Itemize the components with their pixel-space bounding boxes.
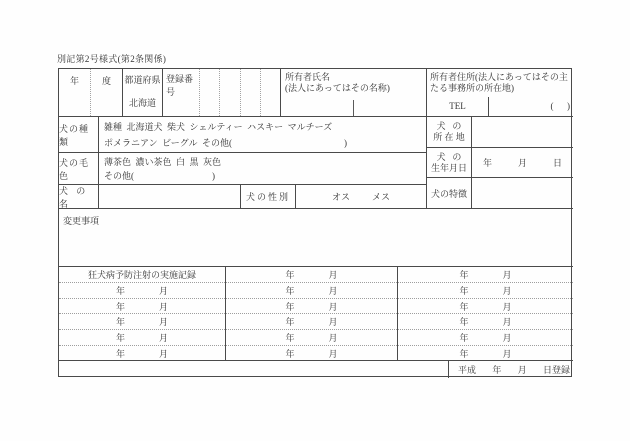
vaccination-year-label: 年 [285,269,295,280]
vaccination-month-label: 月 [502,333,512,344]
vaccination-record-cell [59,299,225,315]
vaccination-month-label: 月 [502,269,512,280]
year-label: 年 [69,76,79,86]
vaccination-year-label: 年 [115,333,125,344]
prefecture-value: 北海道 [128,98,156,108]
owner-address-label: 所有者住所(法人にあってはその主たる事務所の所在地) [430,72,568,93]
dog-birthdate-label [427,148,472,178]
vaccination-month-label: 月 [159,349,169,360]
vaccination-month-label: 月 [159,285,169,296]
registration-day-label: 日登録 [542,365,570,375]
birthdate-year-label: 年 [483,158,493,168]
registration-month-label: 月 [517,365,527,375]
footer-blank-cell [59,361,449,378]
vaccination-record-cell [398,267,573,283]
registration-number-box [260,69,280,116]
registration-number-box [240,69,260,116]
dog-sex-label: 犬の性別 [241,185,296,209]
vaccination-year-label: 年 [115,301,125,312]
vaccination-record-cell [59,330,225,346]
vaccination-column-3 [398,267,573,361]
vaccination-column-2 [226,267,398,361]
vaccination-column-1 [59,267,226,361]
dog-name-label: 犬 の 名 [59,185,99,209]
vaccination-month-label: 月 [328,349,338,360]
vaccination-record-cell [398,283,573,299]
vaccination-month-label: 月 [328,317,338,328]
vaccination-year-label: 年 [459,301,469,312]
fiscal-year-cell [59,69,123,117]
registration-year-label: 年 [492,365,502,375]
tel-row [427,97,573,116]
vaccination-record-cell [226,283,397,299]
vaccination-record-cell [398,346,573,361]
dog-breed-options-line1: 雑種 北海道犬 柴犬 シェルティー ハスキー マルチーズ [104,122,333,133]
dog-birthdate-value-cell [472,148,573,178]
vaccination-year-label: 年 [285,349,295,360]
vaccination-year-label: 年 [459,317,469,328]
dog-registration-form [58,68,572,377]
registration-number-cell [163,69,281,117]
registration-number-box [199,69,219,116]
dog-birthdate-label-line2: 生年月日 [430,162,467,173]
form-title: 別記第2号様式(第2条関係) [57,54,167,64]
vaccination-month-label: 月 [328,285,338,296]
vaccination-year-label: 年 [285,285,295,296]
dog-breed-label: 犬の種類 [59,117,99,153]
vaccination-year-label: 年 [459,285,469,296]
dog-location-label-line1: 犬 の [436,121,462,131]
dog-location-label-line2: 所 在 地 [433,132,465,142]
vaccination-month-label: 月 [328,333,338,344]
dog-coat-options-line2: その他( [104,170,134,181]
changes-cell [59,209,573,267]
dog-coat-color-label: 犬の毛色 [59,153,99,185]
vaccination-year-label: 年 [459,269,469,280]
vaccination-year-label: 年 [459,349,469,360]
dog-name-value-cell [99,185,241,209]
birthdate-month-label: 月 [517,158,527,168]
dog-coat-other-close-paren: ) [212,170,215,181]
registration-number-box [219,69,239,116]
dog-coat-color-options-cell [99,153,427,185]
vaccination-year-label: 年 [459,333,469,344]
vaccination-record-cell [59,283,225,299]
vaccination-year-label: 年 [285,301,295,312]
dog-sex-female-option: メス [371,192,390,202]
vaccination-record-cell [226,299,397,315]
vaccination-record-cell [59,314,225,330]
vaccination-month-label: 月 [502,285,512,296]
vaccination-record-table [59,267,573,361]
owner-address-cell [427,69,573,117]
dog-sex-options-cell [296,185,427,209]
vaccination-year-label: 年 [115,317,125,328]
tel-label: TEL [427,97,489,116]
vaccination-month-label: 月 [159,333,169,344]
vaccination-month-label: 月 [159,301,169,312]
vaccination-record-cell [398,330,573,346]
vaccination-month-label: 月 [328,269,338,280]
owner-name-divider-tick [353,100,354,116]
dog-features-label: 犬の特徴 [427,178,472,209]
vaccination-record-cell [398,299,573,315]
vaccination-record-cell [226,330,397,346]
vaccination-record-title: 狂犬病予防注射の実施記録 [87,269,196,280]
vaccination-month-label: 月 [328,301,338,312]
prefecture-cell [123,69,163,117]
vaccination-record-cell [226,267,397,283]
dog-location-label [427,117,472,148]
tel-number-parens: ( ) [550,101,570,111]
vaccination-year-label: 年 [115,349,125,360]
vaccination-month-label: 月 [502,349,512,360]
vaccination-month-label: 月 [159,317,169,328]
vaccination-record-cell [226,314,397,330]
vaccination-year-label: 年 [285,333,295,344]
fiscal-label: 度 [90,69,122,116]
registration-number-label: 登録番号 [166,74,194,97]
birthdate-day-label: 日 [552,158,562,168]
dog-sex-male-option: オス [332,192,350,202]
vaccination-year-label: 年 [285,317,295,328]
vaccination-month-label: 月 [502,301,512,312]
vaccination-year-label: 年 [115,285,125,296]
vaccination-record-cell [398,314,573,330]
prefecture-label: 都道府県 [124,75,161,85]
dog-coat-options-line1: 薄茶色 濃い茶色 白 黒 灰色 [104,157,222,168]
owner-name-cell [281,69,427,117]
dog-breed-other-close-paren: ) [344,137,348,148]
owner-name-label: 所有者氏名 [285,72,331,82]
dog-features-value-cell [472,178,573,209]
dog-breed-options-line2: ポメラニアン ビーグル その他( [104,137,233,148]
era-label: 平成 [458,365,477,375]
vaccination-month-label: 月 [502,317,512,328]
dog-breed-options-cell [99,117,427,153]
vaccination-record-cell [59,346,225,361]
owner-name-note: (法人にあってはその名称) [285,83,390,93]
dog-location-value-cell [472,117,573,148]
registration-date-cell [449,361,573,378]
dog-birthdate-label-line1: 犬 の [436,151,462,162]
vaccination-record-cell [226,346,397,361]
vaccination-record-title-cell [59,267,225,283]
changes-label: 変更事項 [63,216,100,226]
